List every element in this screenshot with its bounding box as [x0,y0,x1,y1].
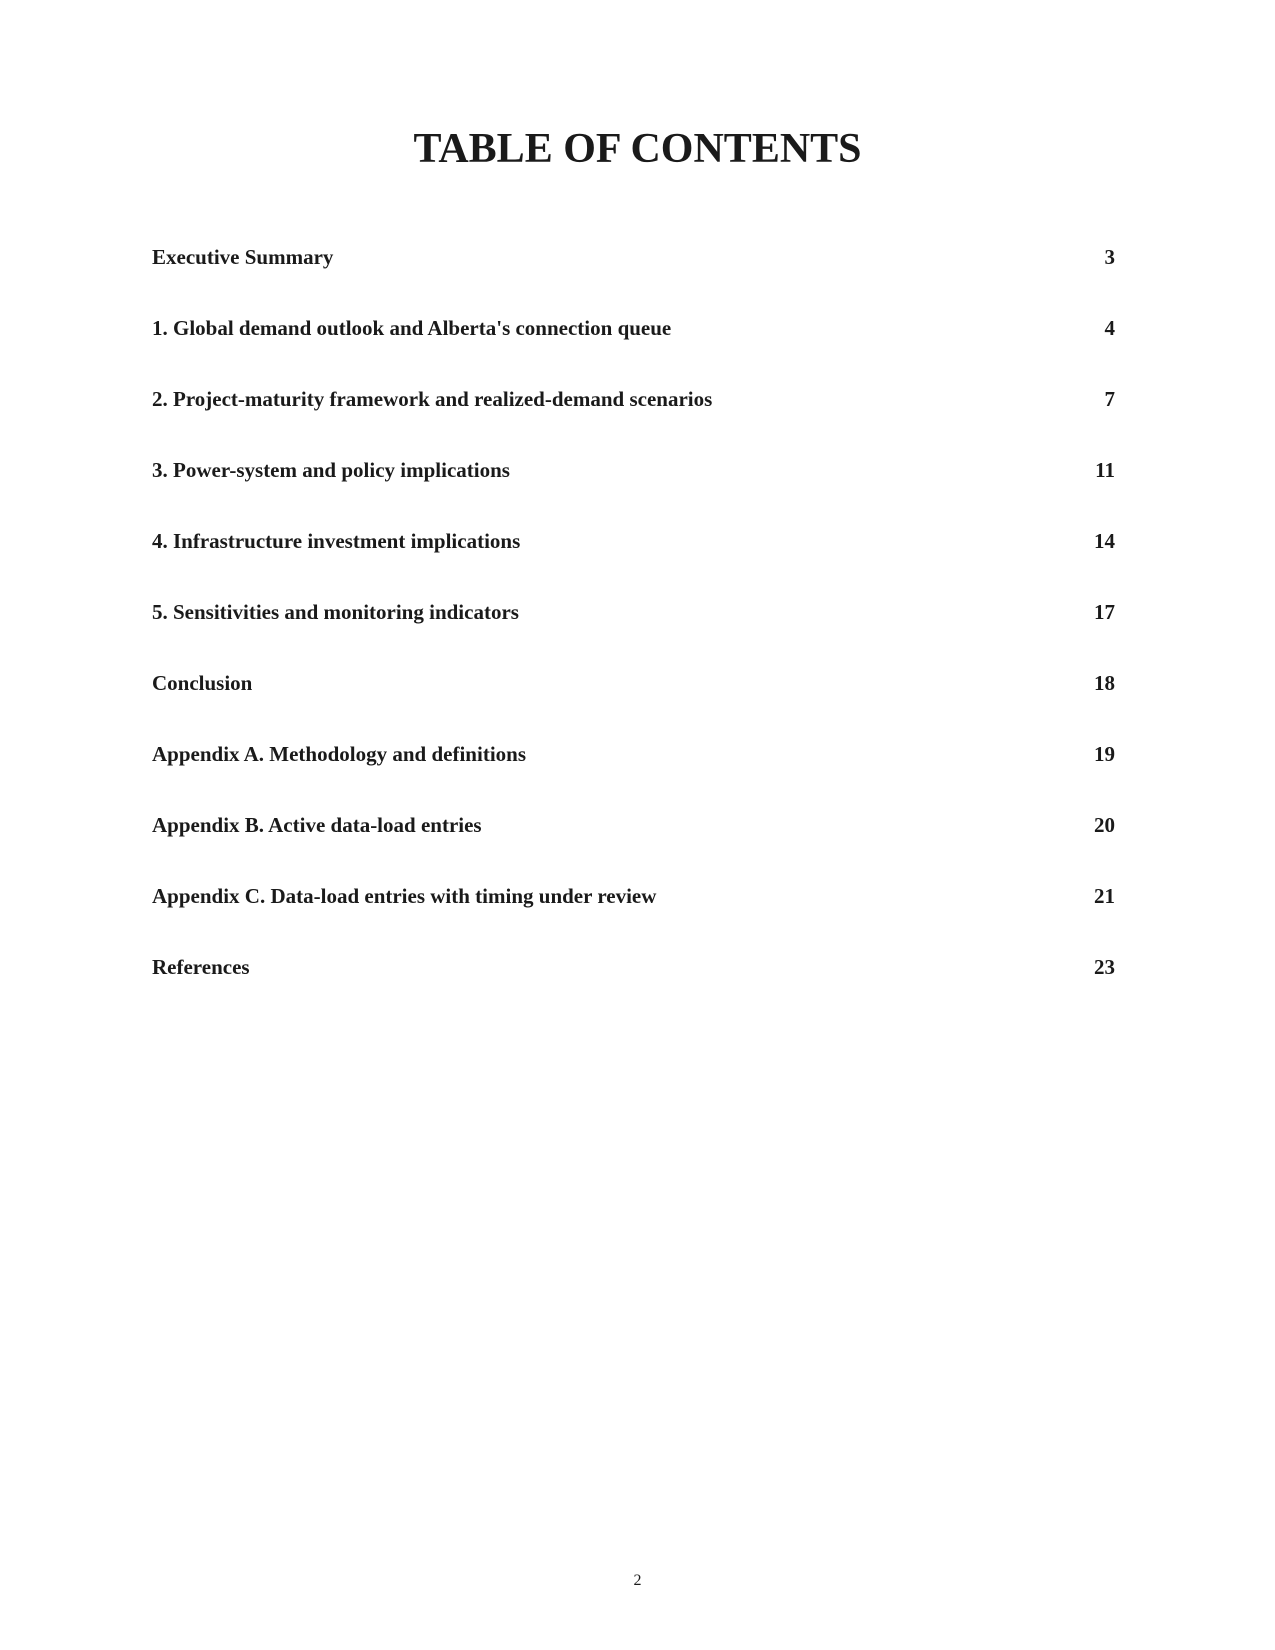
toc-entry-page: 11 [1095,458,1115,482]
toc-entry-page: 3 [1104,245,1115,269]
toc-entry-label: Appendix C. Data-load entries with timing under review [152,884,657,908]
toc-entry-appendix-b[interactable] [152,811,1115,882]
toc-entry-page: 7 [1104,387,1115,411]
toc-entry-label: 1. Global demand outlook and Alberta's connection queue [152,316,672,340]
toc-entry-page: 21 [1094,884,1115,908]
toc-entry-page: 14 [1094,529,1115,553]
toc-entry-label: Appendix B. Active data-load entries [152,813,482,837]
toc-entry-page: 19 [1094,742,1115,766]
toc-entry-label: Conclusion [152,671,253,695]
toc-entry-page: 18 [1094,671,1115,695]
toc-entry-section-4[interactable] [152,527,1115,598]
toc-entry-label: Appendix A. Methodology and definitions [152,742,527,766]
toc-entry-label: 2. Project-maturity framework and realized-demand scenarios [152,387,713,411]
toc-entry-page: 17 [1094,600,1115,624]
toc-entry-appendix-c[interactable] [152,882,1115,953]
toc-entry-executive-summary[interactable] [152,243,1115,314]
toc-entry-page: 20 [1094,813,1115,837]
toc-entry-appendix-a[interactable] [152,740,1115,811]
toc-entry-section-2[interactable] [152,385,1115,456]
toc-entry-section-3[interactable] [152,456,1115,527]
toc-entry-section-1[interactable] [152,314,1115,385]
toc-list [152,243,1115,1024]
toc-entry-page: 4 [1104,316,1115,340]
toc-entry-section-5[interactable] [152,598,1115,669]
toc-entry-label: Executive Summary [152,245,334,269]
toc-entry-page: 23 [1094,955,1115,979]
toc-entry-references[interactable] [152,953,1115,1024]
toc-entry-label: References [152,955,250,979]
page-title: TABLE OF CONTENTS [413,126,862,172]
toc-entry-conclusion[interactable] [152,669,1115,740]
page-number: 2 [633,1572,642,1589]
toc-entry-label: 5. Sensitivities and monitoring indicators [152,600,519,624]
toc-entry-label: 4. Infrastructure investment implications [152,529,521,553]
toc-entry-label: 3. Power-system and policy implications [152,458,510,482]
